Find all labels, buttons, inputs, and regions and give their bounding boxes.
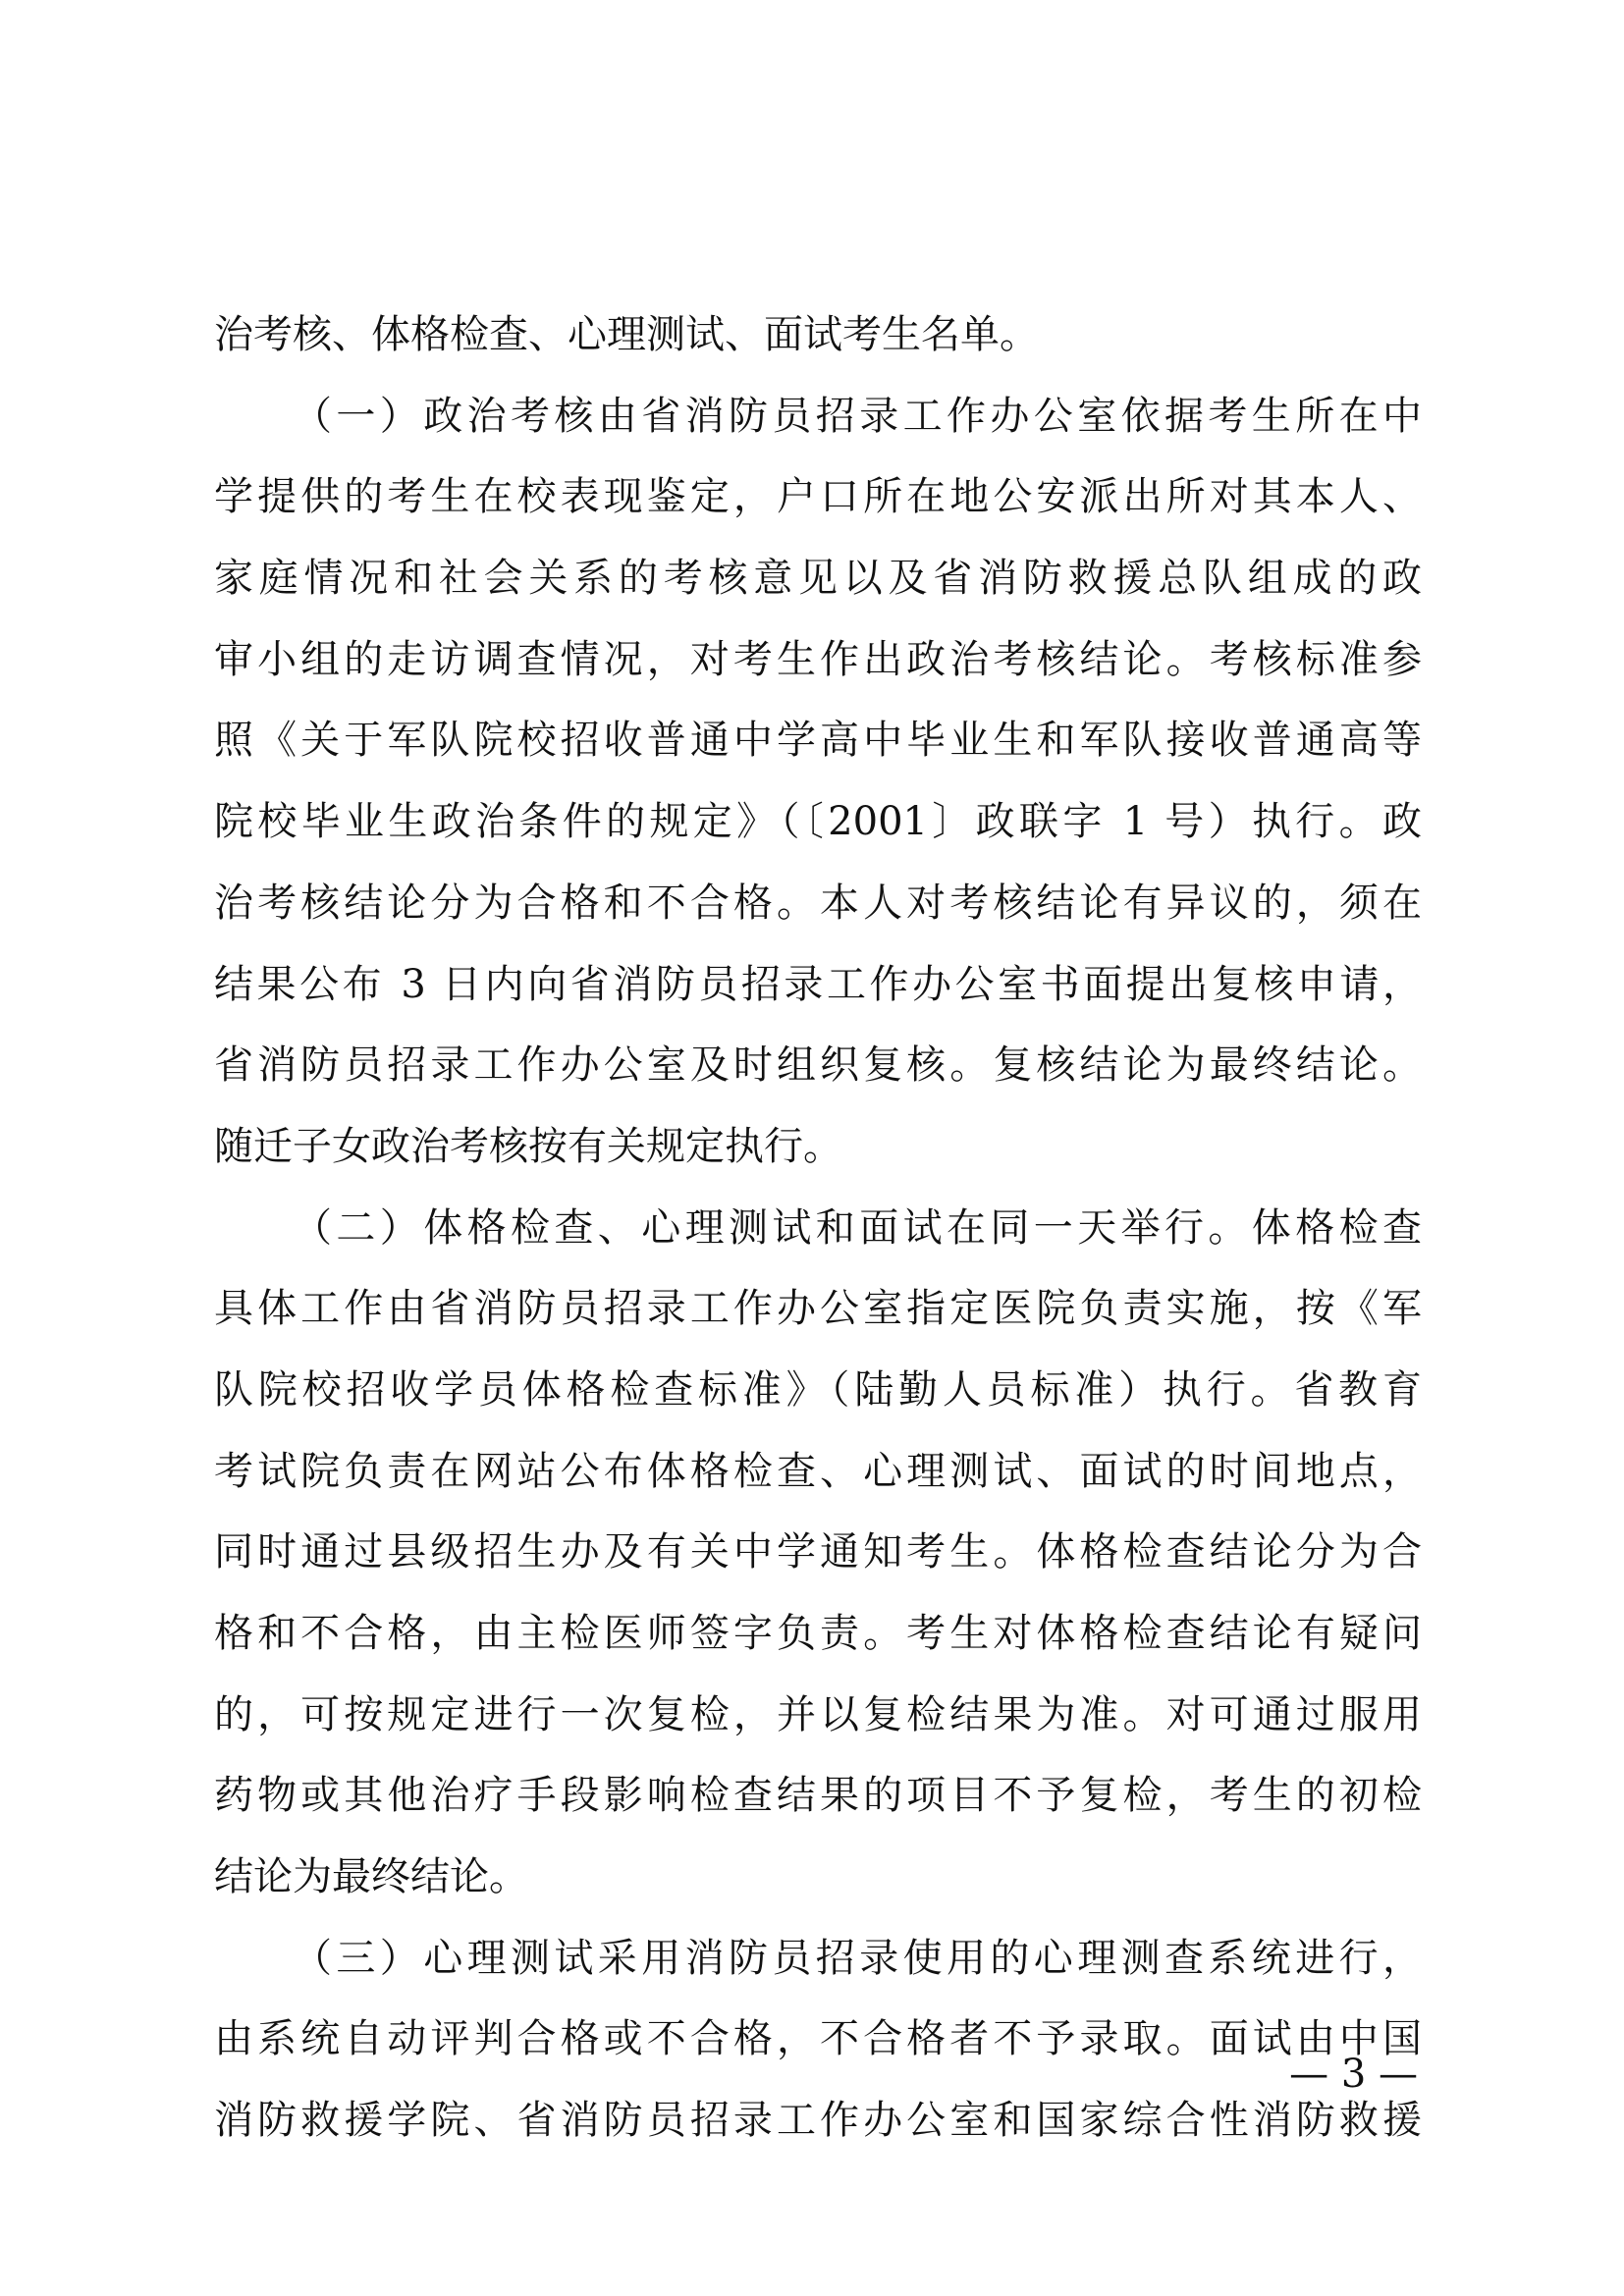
text-line: 由系统自动评判合格或不合格，不合格者不予录取。面试由中国 bbox=[214, 2016, 1422, 2062]
text-line: 格和不合格，由主检医师签字负责。考生对体格检查结论有疑问 bbox=[214, 1611, 1422, 1656]
text-line: 随迁子女政治考核按有关规定执行。 bbox=[214, 1123, 842, 1169]
text-line: 院校毕业生政治条件的规定》（〔2001〕政联字 1 号）执行。政 bbox=[214, 799, 1422, 845]
text-line: 具体工作由省消防员招录工作办公室指定医院负责实施，按《军 bbox=[214, 1286, 1422, 1332]
text-line: 省消防员招录工作办公室及时组织复核。复核结论为最终结论。 bbox=[214, 1042, 1422, 1089]
text-line: 考试院负责在网站公布体格检查、心理测试、面试的时间地点， bbox=[214, 1448, 1422, 1494]
paragraph-3-first-line: （三）心理测试采用消防员招录使用的心理测查系统进行， bbox=[293, 1935, 1422, 1981]
text-line: 队院校招收学员体格检查标准》（陆勤人员标准）执行。省教育 bbox=[214, 1366, 1422, 1413]
text-line: 家庭情况和社会关系的考核意见以及省消防救援总队组成的政 bbox=[214, 556, 1422, 602]
text-line: 的，可按规定进行一次复检，并以复检结果为准。对可通过服用 bbox=[214, 1691, 1422, 1737]
text-line: 审小组的走访调查情况，对考生作出政治考核结论。考核标准参 bbox=[214, 636, 1422, 682]
page-number: — 3 — bbox=[1289, 2052, 1418, 2097]
paragraph-1-first-line: （一）政治考核由省消防员招录工作办公室依据考生所在中 bbox=[293, 393, 1422, 439]
text-line: 结论为最终结论。 bbox=[214, 1854, 528, 1900]
text-line: 治考核结论分为合格和不合格。本人对考核结论有异议的，须在 bbox=[214, 880, 1422, 926]
body-text bbox=[214, 294, 1422, 2162]
text-line: 药物或其他治疗手段影响检查结果的项目不予复检，考生的初检 bbox=[214, 1773, 1422, 1819]
paragraph-2-first-line: （二）体格检查、心理测试和面试在同一天举行。体格检查 bbox=[293, 1204, 1422, 1251]
text-line: 治考核、体格检查、心理测试、面试考生名单。 bbox=[214, 312, 1039, 357]
text-line: 同时通过县级招生办及有关中学通知考生。体格检查结论分为合 bbox=[214, 1529, 1422, 1575]
text-line: 消防救援学院、省消防员招录工作办公室和国家综合性消防救援 bbox=[214, 2098, 1422, 2144]
text-line: 结果公布 3 日内向省消防员招录工作办公室书面提出复核申请， bbox=[214, 961, 1422, 1007]
text-line: 学提供的考生在校表现鉴定，户口所在地公安派出所对其本人、 bbox=[214, 474, 1422, 520]
text-line: 照《关于军队院校招收普通中学高中毕业生和军队接收普通高等 bbox=[214, 718, 1422, 764]
